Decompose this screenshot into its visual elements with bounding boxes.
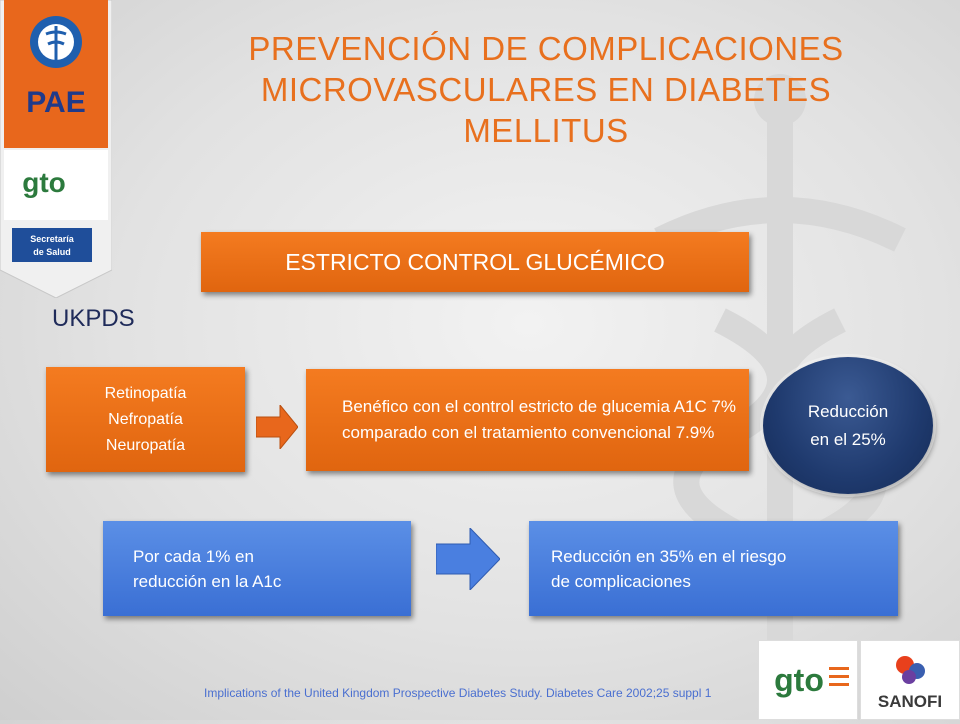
reduction-line-1: Reducción bbox=[807, 401, 889, 421]
orange-arrow-icon bbox=[256, 405, 298, 449]
condition-neuropathy: Neuropatía bbox=[105, 436, 186, 454]
gto-logo-bottom bbox=[758, 640, 858, 720]
title-line-2: MICROVASCULARES EN DIABETES bbox=[260, 71, 832, 108]
gto-bottom-icon bbox=[759, 641, 857, 719]
title-line-1: PREVENCIÓN DE COMPLICACIONES bbox=[248, 30, 844, 67]
reduction-oval bbox=[763, 357, 933, 494]
sanofi-icon bbox=[861, 641, 959, 719]
title-line-3: MELLITUS bbox=[463, 112, 629, 149]
condition-nephropathy: Nefropatía bbox=[108, 410, 183, 428]
study-label: UKPDS bbox=[52, 305, 135, 332]
conditions-box bbox=[46, 367, 245, 472]
risk-line-1: Reducción en 35% en el riesgo bbox=[551, 546, 787, 566]
gto-logo-text: gto bbox=[22, 167, 66, 198]
slide-title bbox=[206, 28, 886, 151]
benefit-text: Benéfico con el control estricto de glucemia A1C 7% comparado con el tratamiento convencional 7.9% bbox=[342, 397, 737, 442]
blue-arrow-icon bbox=[436, 528, 500, 590]
reduction-line-2: en el 25% bbox=[810, 429, 886, 449]
gto-bottom-text: gto bbox=[774, 662, 824, 698]
benefit-box bbox=[306, 369, 749, 471]
citation-text: Implications of the United Kingdom Prospective Diabetes Study. Diabetes Care 2002;25 suppl 1 bbox=[204, 686, 712, 700]
sanofi-logo bbox=[860, 640, 960, 720]
secretaria-line1: Secretaría bbox=[30, 234, 74, 244]
risk-line-2: de complicaciones bbox=[551, 571, 691, 591]
risk-reduction-box bbox=[529, 521, 898, 616]
per-percent-box bbox=[103, 521, 411, 616]
strict-control-box: ESTRICTO CONTROL GLUCÉMICO bbox=[201, 232, 749, 292]
per-percent-line-2: reducción en la A1c bbox=[133, 571, 282, 591]
per-percent-line-1: Por cada 1% en bbox=[133, 546, 254, 566]
left-logo-banner bbox=[0, 0, 112, 298]
pae-logo-text: PAE bbox=[26, 86, 86, 119]
condition-retinopathy: Retinopatía bbox=[104, 384, 187, 402]
sanofi-text: SANOFI bbox=[877, 692, 943, 711]
secretaria-line2: de Salud bbox=[33, 247, 71, 257]
